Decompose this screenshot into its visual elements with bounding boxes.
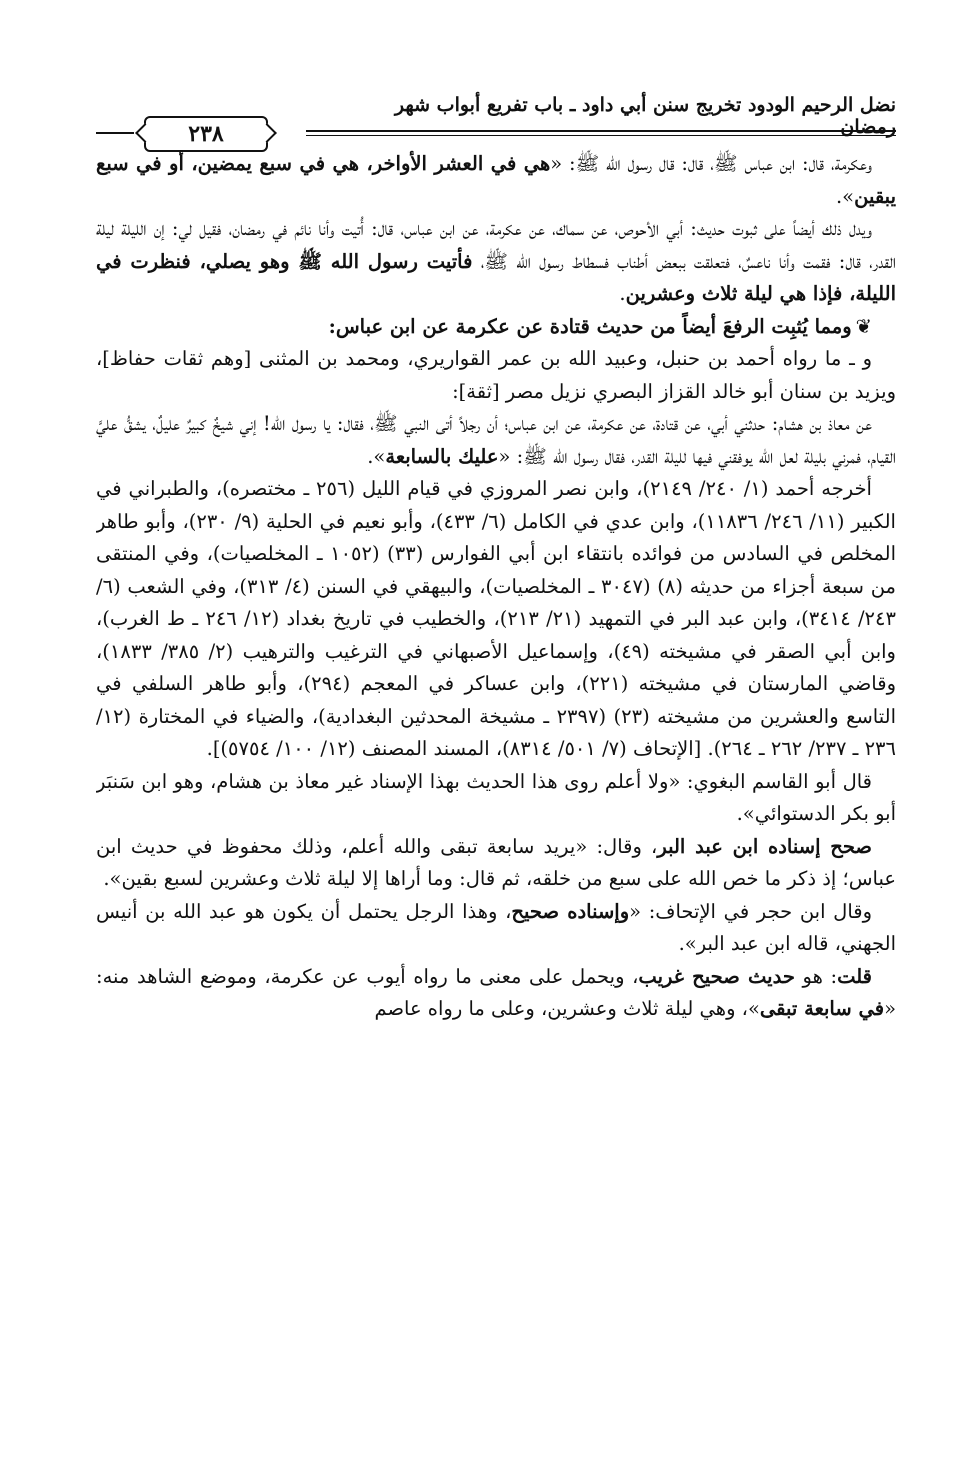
paragraph (96, 766, 896, 831)
header-rule (306, 130, 896, 132)
bold-run: عليك بالسابعة (385, 444, 499, 468)
flower-ornament-icon: ❦ (855, 314, 872, 338)
text-run: ». (367, 444, 386, 468)
text-run: ، وهذا الرجل يحتمل أن يكون هو عبد الله بن أنيس الجهني، قاله ابن عبد البر». (96, 899, 896, 955)
bold-run: قلت (837, 964, 872, 988)
text-run: ، وقال: «يريد سابعة تبقى والله أعلم، وذلك محفوظ في حديث ابن عباس؛ إذ ذكر ما خص الله على سبع من خلقه، ثم قال: وما أراها إلا ليلة ثلاث وعشرين لسبع بقين». (96, 834, 896, 890)
text-run: . (619, 282, 626, 305)
page-header (96, 86, 896, 146)
text-run: وقال ابن حجر في الإتحاف: « (629, 899, 873, 923)
bold-run: ومما يُثبِت الرفعَ أيضاً من حديث قتادة عن عكرمة عن ابن عباس: (328, 314, 852, 338)
bold-run: هي في العشر الأواخر، هي في سبع يمضين، أو في سبع يبقين (96, 152, 896, 208)
running-title: نضل الرحيم الودود تخريج سنن أبي داود ـ باب تفريع أبواب شهر رمضان (394, 94, 896, 138)
text-run: قال أبو القاسم البغوي: «ولا أعلم روى هذا الحديث بهذا الإسناد غير معاذ بن هشام، وهو ابن سَنبَر أبو بكر الدستوائي». (96, 769, 896, 825)
body-text (96, 148, 896, 1388)
bold-run: حديث صحيح غريب (638, 964, 795, 988)
text-run: ويدل ذلك أيضاً على ثبوت حديث: أبي الأحوص، عن سماك، عن عكرمة، عن ابن عباس، قال: أُتيت وأنا نائم في رمضان، فقيل لي: إن الليلة ليلة القدر، قال: فقمت وأنا ناعسٌ، فتعلقت ببعض أطناب فسطاط رسول الله ﷺ، (96, 217, 896, 273)
paragraph (96, 343, 896, 408)
bold-run: وإسناده صحيح (511, 899, 630, 923)
text-run: عن معاذ بن هشام: حدثني أبي، عن قتادة، عن عكرمة، عن ابن عباس؛ أن رجلاً أتى النبي ﷺ، فقال: يا رسول الله! إني شيخٌ كبيرٌ عليلٌ، يشقُّ عليَّ القيام، فمرني بليلة لعل الله يوفقني فيها لليلة القدر، فقال رسول الله ﷺ: « (96, 412, 896, 468)
paragraph (96, 148, 896, 213)
paragraph (96, 831, 896, 896)
text-run: ». (835, 184, 855, 208)
text-run: و ـ ما رواه أحمد بن حنبل، وعبيد الله بن عمر القواريري، ومحمد بن المثنى [وهم ثقات حفاظ]، ويزيد بن سنان أبو خالد القزاز البصري نزيل مصر [ثقة]: (96, 347, 896, 403)
text-run: : هو (794, 964, 838, 988)
text-run: أخرجه أحمد (١/ ٢٤٠/ ٢١٤٩)، وابن نصر المروزي في قيام الليل (٢٥٦ ـ مختصره)، والطبراني في الكبير (١١/ ٢٤٦/ ١١٨٣٦)، وابن عدي في الكامل (٦/ ٤٣٣)، وأبو نعيم في الحلية (٩/ ٢٣٠)، وأبو طاهر المخلص في السادس من فوائده بانتقاء ابن أبي الفوارس (٣٣) (١٠٥٢ ـ المخلصيات)، وفي المنتقى من سبعة أجزاء من حديثه (٨) (٣٠٤٧ ـ المخلصيات)، والبيهقي في السنن (٤/ ٣١٣)، وفي الشعب (٦/ ٢٤٣/ ٣٤١٤)، وابن عبد البر في التمهيد (٢١/ ٢١٣)، والخطيب في تاريخ بغداد (١٢/ ٢٤٦ ـ ط الغرب)، وابن أبي الصقر في مشيخته (٤٩)، وإسماعيل الأصبهاني في الترغيب والترهيب (٢/ ٣٨٥/ ١٨٣٣)، وقاضي المارستان في مشيخته (٢٢١)، وابن عساكر في المعجم (٢٩٤)، وأبو طاهر السلفي في التاسع والعشرين من مشيخته (٢٣) (٢٣٩٧ ـ مشيخة المحدثين البغدادية)، والضياء في المختارة (١٢/ ٢٣٦ ـ ٢٣٧/ ٢٦٢ ـ ٢٦٤). [الإتحاف (٧/ ٥٠١/ ٨٣١٤)، المسند المصنف (١٢/ ١٠٠/ ٥٧٥٤)]. (96, 477, 896, 760)
paragraph (96, 961, 896, 1026)
page-number: ٢٣٨ (144, 116, 268, 152)
paragraph (96, 473, 896, 766)
bold-run: في سابعة تبقى (759, 997, 885, 1020)
header-rule (96, 132, 134, 134)
header-rule (306, 135, 896, 136)
text-run: »، وهي ليلة ثلاث وعشرين، وعلى ما رواه عاصم (374, 997, 760, 1020)
paragraph (96, 213, 896, 311)
paragraph (96, 408, 896, 473)
text-run: ، ويحمل على معنى ما رواه أيوب عن عكرمة، وموضع الشاهد منه: « (96, 964, 896, 1020)
paragraph (96, 896, 896, 961)
text-run: وعكرمة، قال: ابن عباس ﷺ، قال: قال رسول الله ﷺ: « (550, 152, 872, 175)
bold-run: فأتيت رسول الله ﷺ وهو يصلي، فنظرت في الليلة، فإذا هي ليلة ثلاث وعشرين (96, 249, 896, 305)
paragraph (96, 311, 896, 344)
bold-run: صحح إسناده ابن عبد البر (657, 834, 872, 858)
